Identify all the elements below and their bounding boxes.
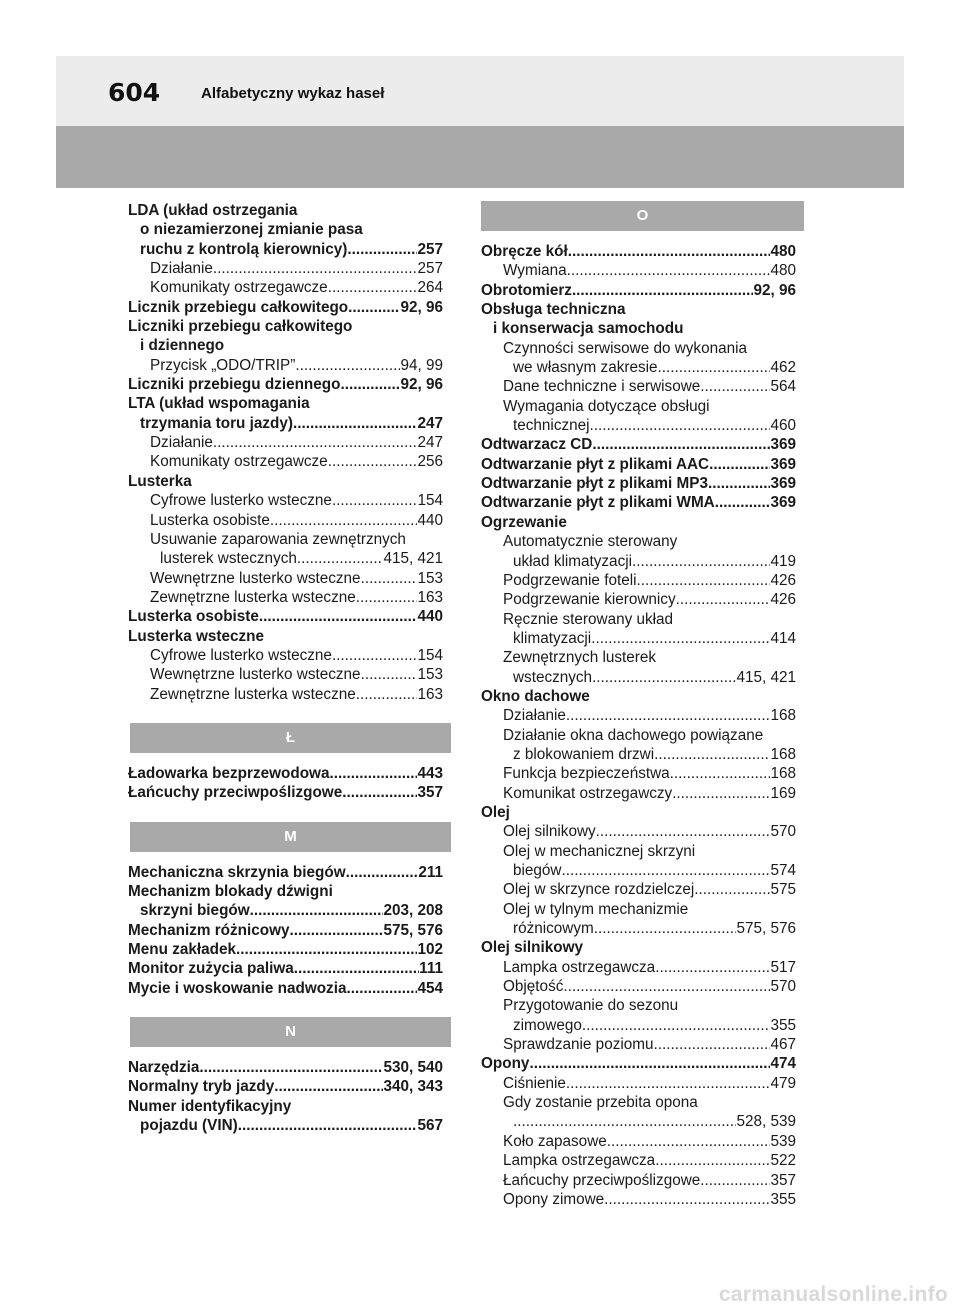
entry-page-ref: 355 — [770, 1190, 796, 1208]
index-heading: Olej — [481, 803, 510, 821]
leader-dots — [632, 552, 770, 571]
leader-dots — [715, 493, 771, 512]
entry-page-ref: 467 — [770, 1036, 796, 1054]
entry-page-ref: 426 — [770, 571, 796, 589]
entry-term: Podgrzewanie kierownicy — [503, 591, 676, 609]
leader-dots — [348, 298, 400, 317]
index-heading: LDA (układ ostrzegania — [128, 202, 298, 219]
index-heading: Mechanizm blokady dźwigni — [128, 882, 333, 900]
entry-term: lusterek wstecznych — [160, 550, 297, 568]
leader-dots — [607, 1132, 771, 1151]
entry-term: Menu zakładek — [128, 941, 236, 958]
entry-term: Cyfrowe lusterko wsteczne — [150, 492, 332, 510]
entry-term: Wymiana — [503, 262, 567, 280]
entry-page-ref: 369 — [770, 455, 796, 473]
index-heading: Gdy zostanie przebita opona — [503, 1094, 698, 1112]
index-heading: Usuwanie zaparowania zewnętrznych — [150, 530, 406, 548]
entry-term: Komunikaty ostrzegawcze — [150, 279, 328, 297]
entry-page-ref: 369 — [770, 494, 796, 512]
entry-term: Mycie i woskowanie nadwozia — [128, 979, 347, 997]
index-entry — [481, 1132, 796, 1151]
index-entry — [128, 588, 443, 607]
leader-dots — [567, 261, 771, 280]
index-entry — [481, 571, 796, 590]
index-entry — [481, 1151, 796, 1170]
entry-page-ref: 264 — [417, 279, 443, 297]
index-entry — [128, 685, 443, 704]
index-entry — [128, 940, 443, 959]
leader-dots — [529, 1054, 770, 1073]
index-entry — [128, 665, 443, 684]
entry-page-ref: 153 — [417, 666, 443, 684]
entry-term: Komunikaty ostrzegawcze — [150, 453, 328, 471]
entry-term: Odtwarzanie płyt z plikami WMA — [481, 494, 715, 512]
leader-dots — [356, 685, 418, 704]
index-heading: Numer identyfikacyjny — [128, 1097, 292, 1115]
index-entry — [481, 435, 796, 454]
index-heading: Okno dachowe — [481, 687, 590, 705]
index-entry — [481, 552, 796, 571]
index-heading: Ręcznie sterowany układ — [503, 610, 674, 628]
index-entry — [481, 706, 796, 725]
entry-page-ref: 92, 96 — [400, 298, 443, 316]
index-entry — [128, 979, 443, 998]
leader-dots — [295, 356, 400, 375]
entry-page-ref: 92, 96 — [400, 376, 443, 394]
leader-dots — [259, 607, 418, 626]
leader-dots — [346, 979, 417, 998]
leader-dots — [708, 474, 771, 493]
section-spacer — [128, 852, 443, 863]
watermark: carmanualsonline.info — [718, 1283, 948, 1306]
index-heading: o niezamierzonej zmianie pasa — [140, 221, 363, 239]
leader-dots — [700, 1171, 770, 1190]
leader-dots — [329, 764, 417, 783]
index-entry — [128, 646, 443, 665]
entry-page-ref: 102 — [417, 941, 443, 958]
index-entry — [481, 1035, 796, 1054]
entry-term: ruchu z kontrolą kierownicy) — [140, 240, 348, 258]
leader-dots — [270, 511, 418, 530]
leader-dots — [238, 1116, 418, 1135]
entry-term: trzymania toru jazdy) — [140, 414, 293, 432]
index-entry — [128, 549, 443, 568]
index-entry — [128, 511, 443, 530]
index-entry — [128, 1116, 443, 1135]
index-entry — [128, 607, 443, 626]
entry-page-ref: 480 — [770, 243, 796, 260]
index-entry — [128, 1077, 443, 1096]
leader-dots — [340, 375, 400, 394]
leader-dots — [346, 863, 419, 882]
index-entry — [481, 377, 796, 396]
leader-dots — [658, 358, 771, 377]
entry-term: Opony zimowe — [503, 1190, 605, 1208]
entry-page-ref: 154 — [417, 492, 443, 510]
index-entry — [481, 629, 796, 648]
leader-dots — [572, 281, 754, 300]
entry-term: pojazdu (VIN) — [140, 1117, 238, 1135]
leader-dots — [604, 1190, 770, 1209]
entry-term: Opony — [481, 1055, 530, 1073]
index-heading: i konserwacja samochodu — [493, 320, 684, 338]
entry-page-ref: 357 — [770, 1171, 796, 1189]
index-entry — [481, 416, 796, 435]
leader-dots — [561, 861, 770, 880]
header-title: Alfabetyczny wykaz haseł — [201, 85, 385, 102]
entry-page-ref: 355 — [770, 1016, 796, 1034]
leader-dots — [592, 435, 770, 454]
leader-dots — [594, 919, 737, 938]
entry-page-ref: 247 — [417, 414, 443, 432]
entry-term: klimatyzacji — [513, 629, 592, 647]
entry-term: Obręcze kół — [481, 243, 568, 260]
entry-page-ref: 570 — [770, 978, 796, 996]
entry-term: Działanie — [150, 434, 213, 452]
index-entry — [128, 356, 443, 375]
entry-page-ref: 574 — [770, 862, 796, 879]
entry-term: Licznik przebiegu całkowitego — [128, 298, 349, 316]
index-entry — [481, 1074, 796, 1093]
index-entry — [481, 861, 796, 880]
entry-term: Sprawdzanie poziomu — [503, 1036, 654, 1054]
leader-dots — [332, 646, 418, 665]
entry-page-ref: 440 — [417, 608, 443, 626]
leader-dots — [293, 414, 417, 433]
entry-page-ref: 153 — [417, 569, 443, 587]
leader-dots — [670, 764, 771, 783]
entry-term: Lusterka osobiste — [128, 608, 259, 626]
index-heading: Działanie okna dachowego powiązane — [503, 726, 764, 744]
leader-dots — [676, 590, 771, 609]
entry-page-ref: 575 — [770, 881, 796, 899]
index-entry — [128, 433, 443, 452]
leader-dots — [566, 706, 771, 725]
entry-term: wstecznych — [513, 668, 593, 686]
entry-page-ref: 474 — [770, 1055, 796, 1073]
leader-dots — [213, 433, 418, 452]
entry-term: Narzędzia — [128, 1059, 200, 1077]
index-heading: Olej w tylnym mechanizmie — [503, 900, 689, 918]
entry-term: Zewnętrzne lusterka wsteczne — [150, 685, 356, 703]
index-entry — [128, 240, 443, 259]
entry-term: Odtwarzanie płyt z plikami MP3 — [481, 475, 708, 493]
entry-page-ref: 460 — [770, 417, 796, 435]
section-letter-header: M — [130, 822, 451, 852]
entry-term: Monitor zużycia paliwa — [128, 960, 294, 978]
index-entry — [128, 278, 443, 297]
entry-page-ref: 163 — [417, 588, 443, 606]
index-entry — [481, 822, 796, 841]
leader-dots — [654, 1035, 771, 1054]
entry-page-ref: 414 — [770, 629, 796, 647]
leader-dots — [672, 784, 770, 803]
entry-page-ref: 169 — [770, 784, 796, 802]
index-column-right — [481, 201, 796, 1209]
index-heading: Wymagania dotyczące obsługi — [503, 397, 710, 415]
entry-page-ref: 480 — [770, 262, 796, 280]
index-entry — [481, 958, 796, 977]
leader-dots — [342, 783, 417, 802]
index-entry — [481, 281, 796, 300]
index-entry — [481, 590, 796, 609]
entry-term: skrzyni biegów — [140, 902, 250, 920]
leader-dots — [199, 1058, 383, 1077]
index-entry — [481, 919, 796, 938]
index-entry — [128, 1058, 443, 1077]
leader-dots — [213, 259, 418, 278]
leader-dots — [591, 629, 770, 648]
index-entry — [128, 959, 443, 978]
leader-dots — [637, 571, 771, 590]
entry-page-ref: 369 — [770, 475, 796, 493]
leader-dots — [250, 901, 384, 920]
leader-dots — [332, 491, 418, 510]
entry-page-ref: 528, 539 — [736, 1113, 796, 1131]
entry-page-ref: 462 — [770, 359, 796, 377]
entry-term: Lampka ostrzegawcza — [503, 1152, 656, 1170]
entry-term: Działanie — [150, 260, 213, 278]
entry-term: Obrotomierz — [481, 281, 572, 299]
entry-term: różnicowym — [513, 920, 594, 938]
leader-dots — [655, 958, 770, 977]
entry-term: układ klimatyzacji — [513, 552, 633, 570]
entry-page-ref: 163 — [417, 685, 443, 703]
entry-page-ref: 415, 421 — [736, 668, 796, 686]
entry-term: Działanie — [503, 707, 566, 725]
entry-term: Odtwarzacz CD — [481, 436, 593, 454]
index-entry — [128, 901, 443, 920]
index-heading: Lusterka wsteczne — [128, 627, 265, 645]
entry-term: Objętość — [503, 978, 564, 996]
index-heading: Przygotowanie do sezonu — [503, 997, 679, 1015]
entry-term: Olej w skrzynce rozdzielczej — [503, 881, 695, 899]
entry-term: biegów — [513, 862, 562, 879]
index-entry — [128, 921, 443, 940]
entry-page-ref: 570 — [770, 823, 796, 841]
entry-page-ref: 203, 208 — [383, 902, 443, 920]
entry-term: Funkcja bezpieczeństwa — [503, 765, 670, 783]
section-letter-header: N — [130, 1017, 451, 1047]
entry-page-ref: 94, 99 — [400, 356, 443, 374]
entry-term: technicznej — [513, 417, 590, 435]
leader-dots — [274, 1077, 383, 1096]
leader-dots — [356, 588, 418, 607]
leader-dots — [694, 880, 770, 899]
index-entry — [128, 783, 443, 802]
leader-dots — [361, 569, 418, 588]
entry-page-ref: 479 — [770, 1074, 796, 1092]
section-spacer — [128, 1047, 443, 1058]
index-entry — [481, 493, 796, 512]
entry-page-ref: 419 — [770, 552, 796, 570]
leader-dots — [654, 745, 770, 764]
index-entry — [481, 261, 796, 280]
index-heading: Olej w mechanicznej skrzyni — [503, 842, 696, 860]
index-heading: Obsługa techniczna — [481, 301, 626, 319]
index-entry — [128, 375, 443, 394]
leader-dots — [709, 455, 770, 474]
entry-page-ref: 539 — [770, 1132, 796, 1150]
entry-term: Koło zapasowe — [503, 1132, 607, 1150]
index-entry — [128, 863, 443, 882]
entry-term: Liczniki przebiegu dziennego — [128, 376, 341, 394]
leader-dots — [596, 822, 771, 841]
entry-term: Wewnętrzne lusterko wsteczne — [150, 666, 361, 684]
index-heading: Zewnętrznych lusterek — [503, 649, 657, 667]
index-entry — [481, 1016, 796, 1035]
entry-term: Lusterka osobiste — [150, 511, 270, 529]
leader-dots — [700, 377, 770, 396]
index-heading: Ogrzewanie — [481, 513, 567, 531]
section-letter-header: Ł — [130, 723, 451, 753]
entry-page-ref: 517 — [770, 958, 796, 976]
leader-dots — [294, 959, 419, 978]
index-entry — [128, 569, 443, 588]
entry-term: z blokowaniem drzwi — [513, 745, 655, 763]
leader-dots — [328, 452, 418, 471]
index-entry — [128, 259, 443, 278]
index-entry — [481, 880, 796, 899]
index-entry — [481, 668, 796, 687]
index-entry — [481, 474, 796, 493]
entry-term: Podgrzewanie foteli — [503, 571, 637, 589]
index-entry — [128, 764, 443, 783]
index-heading: Automatycznie sterowany — [503, 533, 678, 551]
leader-dots — [236, 940, 418, 959]
leader-dots — [568, 242, 771, 261]
entry-page-ref: 357 — [417, 784, 443, 802]
entry-page-ref: 564 — [770, 378, 796, 396]
entry-page-ref: 340, 343 — [383, 1078, 443, 1096]
entry-page-ref: 154 — [417, 646, 443, 664]
index-heading: Olej silnikowy — [481, 939, 584, 957]
index-entry — [481, 745, 796, 764]
entry-term: Zewnętrzne lusterka wsteczne — [150, 588, 356, 606]
entry-page-ref: 575, 576 — [383, 921, 443, 939]
entry-term: Cyfrowe lusterko wsteczne — [150, 646, 332, 664]
index-heading: LTA (układ wspomagania — [128, 395, 310, 413]
page-number: 604 — [108, 78, 161, 107]
index-entry — [128, 414, 443, 433]
entry-page-ref: 92, 96 — [753, 281, 796, 299]
index-heading: Lusterka — [128, 472, 192, 490]
index-entry — [128, 452, 443, 471]
entry-page-ref: 440 — [417, 511, 443, 529]
section-spacer — [128, 803, 443, 822]
entry-page-ref: 257 — [417, 260, 443, 278]
section-letter-header: O — [481, 201, 804, 231]
entry-page-ref: 426 — [770, 591, 796, 609]
entry-page-ref: 256 — [417, 453, 443, 471]
entry-term: Przycisk „ODO/TRIP” — [150, 356, 296, 374]
section-spacer — [481, 231, 796, 242]
leader-dots — [297, 549, 384, 568]
leader-dots — [328, 278, 418, 297]
section-spacer — [128, 753, 443, 764]
leader-dots — [655, 1151, 770, 1170]
index-column-left — [128, 201, 443, 1135]
leader-dots — [592, 668, 736, 687]
entry-page-ref: 257 — [417, 240, 443, 258]
entry-term: Łańcuchy przeciwpoślizgowe — [128, 784, 343, 802]
leader-dots — [361, 665, 418, 684]
index-heading: Czynności serwisowe do wykonania — [503, 339, 748, 357]
entry-page-ref: 168 — [770, 745, 796, 763]
entry-term: Normalny tryb jazdy — [128, 1078, 275, 1096]
index-entry — [481, 242, 796, 261]
index-heading: i dziennego — [140, 337, 225, 355]
entry-page-ref: 168 — [770, 765, 796, 783]
index-entry — [481, 764, 796, 783]
index-entry — [481, 1054, 796, 1073]
entry-page-ref: 415, 421 — [383, 550, 443, 568]
index-entry — [481, 358, 796, 377]
index-entry — [481, 1112, 796, 1131]
leader-dots — [582, 1016, 771, 1035]
entry-term: zimowego — [513, 1016, 582, 1034]
index-entry — [481, 1190, 796, 1209]
index-heading: Liczniki przebiegu całkowitego — [128, 318, 353, 336]
leader-dots — [566, 1074, 771, 1093]
entry-page-ref: 211 — [418, 863, 443, 881]
entry-term: Mechanizm różnicowy — [128, 921, 290, 939]
leader-dots — [563, 977, 770, 996]
entry-page-ref: 575, 576 — [736, 920, 796, 938]
index-entry — [481, 1171, 796, 1190]
entry-page-ref: 247 — [417, 434, 443, 452]
entry-term: Dane techniczne i serwisowe — [503, 378, 701, 396]
entry-page-ref: 522 — [770, 1152, 796, 1170]
entry-page-ref: 454 — [417, 979, 443, 997]
section-spacer — [128, 704, 443, 723]
entry-term: Lampka ostrzegawcza — [503, 958, 656, 976]
entry-term: Ciśnienie — [503, 1074, 566, 1092]
entry-page-ref: 168 — [770, 707, 796, 725]
leader-dots — [290, 921, 384, 940]
entry-page-ref: 567 — [417, 1117, 443, 1135]
leader-dots — [513, 1112, 736, 1131]
index-entry — [481, 784, 796, 803]
section-spacer — [128, 998, 443, 1017]
entry-page-ref: 111 — [419, 960, 443, 978]
index-entry — [128, 491, 443, 510]
entry-page-ref: 530, 540 — [383, 1059, 443, 1077]
entry-term: Odtwarzanie płyt z plikami AAC — [481, 455, 710, 473]
entry-page-ref: 369 — [770, 436, 796, 454]
entry-term: Mechaniczna skrzynia biegów — [128, 863, 346, 881]
header-band — [56, 126, 904, 188]
index-entry — [481, 977, 796, 996]
entry-term: Wewnętrzne lusterko wsteczne — [150, 569, 361, 587]
index-entry — [481, 455, 796, 474]
leader-dots — [347, 240, 417, 259]
page-header — [56, 56, 904, 130]
index-entry — [128, 298, 443, 317]
entry-page-ref: 443 — [417, 764, 443, 782]
entry-term: Komunikat ostrzegawczy — [503, 784, 673, 802]
entry-term: Ładowarka bezprzewodowa — [128, 764, 330, 782]
entry-term: Łańcuchy przeciwpoślizgowe — [503, 1171, 701, 1189]
entry-term: we własnym zakresie — [513, 359, 658, 377]
leader-dots — [590, 416, 771, 435]
entry-term: Olej silnikowy — [503, 823, 596, 841]
